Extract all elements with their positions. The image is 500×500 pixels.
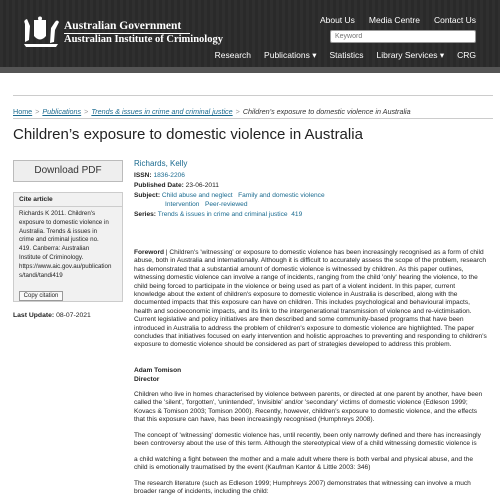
breadcrumb xyxy=(13,107,411,116)
signer-title: Director xyxy=(134,376,160,383)
cite-divider xyxy=(14,206,122,207)
download-pdf-button[interactable]: Download PDF xyxy=(13,160,123,182)
last-update xyxy=(13,312,91,319)
subject-link[interactable]: Peer-reviewed xyxy=(204,201,248,208)
cite-heading: Cite article xyxy=(19,196,53,203)
foreword-label: Foreword xyxy=(134,249,165,256)
citation-line: 419. Canberra: Australian xyxy=(19,245,90,253)
issn-row xyxy=(134,172,185,179)
nav-research[interactable]: Research xyxy=(214,50,252,60)
issn-label: ISSN: xyxy=(134,172,152,179)
last-update-date: 08-07-2021 xyxy=(56,312,91,319)
nav-library-services[interactable]: Library Services ▾ xyxy=(376,50,445,60)
citation-line: s/tandi/tandi419 xyxy=(19,271,63,279)
subject-label: Subject: xyxy=(134,192,161,199)
breadcrumb-current: Children’s exposure to domestic violence in Australia xyxy=(242,107,411,116)
signer-name: Adam Tomison xyxy=(134,367,182,374)
site-logo[interactable] xyxy=(20,16,223,50)
paragraph: The research literature (such as Edleson 1999; Humphreys 2007) demonstrates that witnessing can involve a much broader range of incidents, including the child: xyxy=(134,480,471,496)
header-strip xyxy=(0,67,500,73)
institute-name: Australian Institute of Criminology xyxy=(64,34,223,45)
gov-name: Australian Government xyxy=(64,20,182,32)
site-header xyxy=(0,0,500,67)
series-number-link[interactable]: 419 xyxy=(291,211,303,218)
series-label: Series: xyxy=(134,211,156,218)
breadcrumb-separator: > xyxy=(235,107,240,116)
breadcrumb-separator: > xyxy=(35,107,40,116)
issn-value[interactable]: 1836-2206 xyxy=(153,172,185,179)
page-title: Children’s exposure to domestic violence in Australia xyxy=(13,126,363,143)
subject-link[interactable]: Intervention xyxy=(165,201,200,208)
divider-breadcrumb xyxy=(13,118,493,119)
top-links xyxy=(320,15,476,25)
top-link-about-us[interactable]: About Us xyxy=(319,15,355,25)
breadcrumb-series[interactable]: Trends & issues in crime and criminal justice xyxy=(91,107,233,116)
subject-link[interactable]: Child abuse and neglect xyxy=(161,192,233,199)
published-row xyxy=(134,182,219,189)
author-link[interactable]: Richards, Kelly xyxy=(134,159,188,168)
citation-line: Richards K 2011. Children's xyxy=(19,210,96,217)
foreword xyxy=(134,249,488,350)
main-nav xyxy=(215,50,476,61)
foreword-text: | Children's 'witnessing' or exposure to domestic violence has been increasingly recognised as a form of child abuse, both in Australia and internationally. Although it is difficult to accurately assess the scope of the problem, research has demonstrated that a substantial amount of domestic violence is witnessed by children. As this paper outlines, witnessing domestic violence can involve a range of incidents, ranging from the child 'only' hearing the violence, to the child being forced to participate in the violence or being used as part of a violent incident. In this paper, current knowledge about the extent of children's exposure to domestic violence in Australia is described, along with the documented impacts that this exposure can have on children. This includes psychological and behavioural impacts, health and socioeconomic impacts, and its link to the intergenerational transmission of violence and re-victimisation. Current legislative and policy initiatives are then described and some community-based programs that have been introduced in Australia to address the problem of children's exposure to domestic violence are highlighted. The paper concludes that initiatives focused on early intervention and holistic approaches to preventing and responding to children's exposure to domestic violence should be considered as part of strategies developed to address this problem. xyxy=(134,249,487,349)
citation-text xyxy=(19,210,119,280)
top-link-media-centre[interactable]: Media Centre xyxy=(368,15,420,25)
published-label: Published Date: xyxy=(134,182,184,189)
published-value: 23-06-2011 xyxy=(185,182,219,189)
paragraph: Children who live in homes characterised by violence between parents, or directed at one parent by another, have been called the 'silent', 'forgotten', 'unintended', 'invisible' and/or 'secondary' victims of domestic violence (Edleson 1999; Kovacs & Tomison 2003; Tomison 2000). Recently, however, children's exposure to domestic violence, and the effects that this exposure can have, has been increasingly recognised (Humphreys 2008). xyxy=(134,391,483,424)
subject-row xyxy=(134,192,325,199)
citation-line: https://www.aic.gov.au/publication xyxy=(19,262,112,270)
copy-citation-button[interactable]: Copy citation xyxy=(19,291,63,301)
breadcrumb-publications[interactable]: Publications xyxy=(42,107,82,116)
breadcrumb-separator: > xyxy=(84,107,89,116)
series-row xyxy=(134,211,302,218)
nav-statistics[interactable]: Statistics xyxy=(329,50,364,60)
coat-of-arms-icon xyxy=(20,16,62,50)
series-link[interactable]: Trends & issues in crime and criminal justice xyxy=(157,211,288,218)
search-input[interactable] xyxy=(330,30,476,43)
breadcrumb-home[interactable]: Home xyxy=(13,107,33,116)
cite-article-box xyxy=(13,192,123,302)
citation-line: Institute of Criminology. xyxy=(19,253,84,261)
subject-link[interactable]: Family and domestic violence xyxy=(238,192,325,199)
top-link-contact-us[interactable]: Contact Us xyxy=(433,15,476,25)
blockquote: a child watching a fight between the mother and a male adult where there is both verbal and physical abuse, and the child is emotionally traumatised by the event (Kaufman Kantor & Little 2003: 346) xyxy=(134,456,474,472)
citation-line: Australia. Trends & issues in xyxy=(19,227,98,235)
divider-top xyxy=(13,95,493,96)
citation-line: crime and criminal justice no. xyxy=(19,236,99,244)
subject-row-2 xyxy=(165,201,247,208)
citation-line: exposure to domestic violence in xyxy=(19,218,109,226)
paragraph: The concept of 'witnessing' domestic violence has, until recently, been only narrowly defined and there has increasingly been controversy about the use of this term. Although the stereotypical view of a child witnessing domestic violence is xyxy=(134,432,481,448)
last-update-label: Last Update: xyxy=(13,312,55,319)
nav-crg[interactable]: CRG xyxy=(457,50,476,60)
nav-publications[interactable]: Publications ▾ xyxy=(264,50,317,60)
